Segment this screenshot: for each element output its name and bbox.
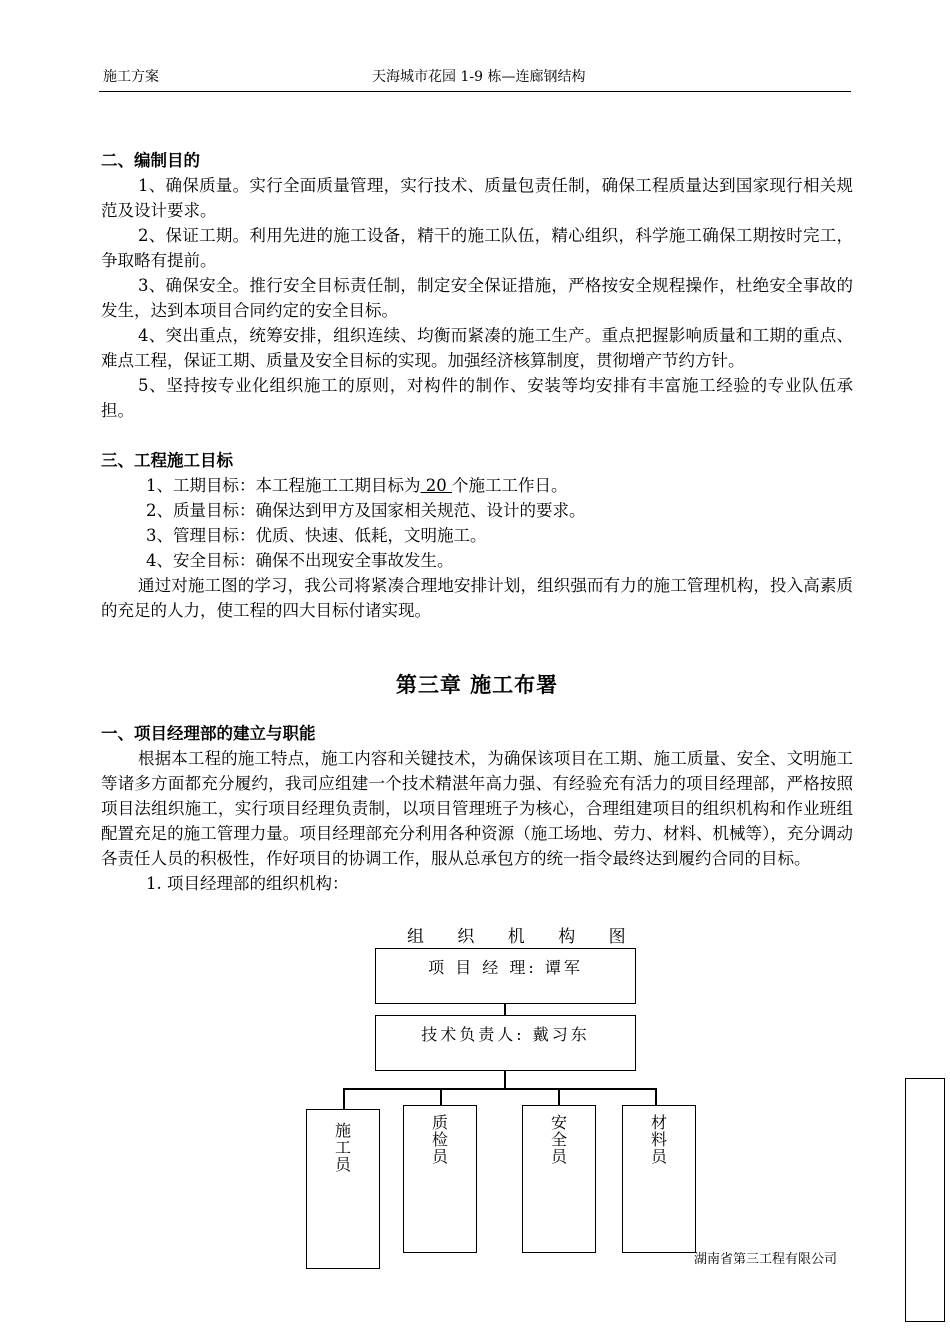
subsection-heading: 一、项目经理部的建立与职能 (101, 724, 316, 743)
chapter-title: 第三章 施工布署 (395, 673, 559, 697)
header-title: 天海城市花园 1-9 栋—连廊钢结构 (372, 69, 586, 85)
section-heading-purpose: 二、编制目的 (101, 151, 200, 170)
org-chart-title: 组 织 机 构 图 (407, 927, 640, 947)
purpose-item: 5、坚持按专业化组织施工的原则，对构件的制作、安装等均安排有丰富施工经验的专业队伍承担。 (101, 376, 853, 420)
goal-safety: 4、安全目标：确保不出现安全事故发生。 (146, 551, 454, 570)
staff-label: 安全员 (551, 1113, 568, 1166)
project-manager-box (375, 948, 636, 1004)
staff-box-materials (622, 1105, 696, 1253)
document-body (101, 148, 853, 896)
purpose-item: 1、确保质量。实行全面质量管理，实行技术、质量包责任制，确保工程质量达到国家现行相关规范及设计要求。 (101, 176, 853, 220)
connector-line (343, 1088, 345, 1110)
footer-company: 湖南省第三工程有限公司 (694, 1252, 838, 1267)
connector-line (343, 1088, 656, 1090)
purpose-item: 4、突出重点，统筹安排，组织连续、均衡而紧凑的施工生产。重点把握影响质量和工期的重点、难点工程，保证工期、质量及安全目标的实现。加强经济核算制度，贯彻增产节约方针。 (101, 326, 853, 370)
staff-box-safety (522, 1105, 596, 1253)
staff-label: 质检员 (432, 1113, 449, 1166)
goal-schedule-prefix: 1、工期目标：本工程施工工期目标为 (146, 476, 421, 495)
goal-schedule-days: 20 (420, 476, 452, 495)
technical-lead-label: 技术负责人: 戴习东 (421, 1025, 590, 1044)
staff-label: 材料员 (651, 1113, 668, 1166)
section-heading-goals: 三、工程施工目标 (101, 451, 233, 470)
org-structure-item: 1. 项目经理部的组织机构： (146, 874, 349, 893)
goal-quality: 2、质量目标：确保达到甲方及国家相关规范、设计的要求。 (146, 501, 586, 520)
connector-line (655, 1088, 657, 1106)
technical-lead-box (375, 1015, 636, 1071)
subsection-paragraph: 根据本工程的施工特点，施工内容和关键技术，为确保该项目在工期、施工质量、安全、文明施工等诸多方面都充分履约，我司应组建一个技术精湛年高力强、有经验充有活力的项目经理部，严格按照项目法组织施工，实行项目经理负责制，以项目管理班子为核心，合理组建项目的组织机构和作业班组配置充足的施工管理力量。项目经理部充分利用各种资源（施工场地、劳力、材料、机械等），充分调动各责任人员的积极性，作好项目的协调工作，服从总承包方的统一指令最终达到履约合同的目标。 (101, 749, 853, 868)
connector-line (504, 1070, 506, 1089)
staff-label: 施工员 (335, 1121, 352, 1174)
side-margin-box (905, 1078, 945, 1322)
staff-box-construction (306, 1109, 380, 1269)
project-manager-label: 项 目 经 理: 谭军 (428, 958, 583, 977)
goal-management: 3、管理目标：优质、快速、低耗，文明施工。 (146, 526, 487, 545)
header-left: 施工方案 (103, 69, 159, 85)
goal-schedule-suffix: 个施工工作日。 (452, 476, 568, 495)
goal-schedule (101, 473, 853, 498)
connector-line (440, 1088, 442, 1106)
goals-summary: 通过对施工图的学习，我公司将紧凑合理地安排计划，组织强而有力的施工管理机构，投入高素质的充足的人力，使工程的四大目标付诸实现。 (101, 576, 853, 620)
purpose-item: 2、保证工期。利用先进的施工设备，精干的施工队伍，精心组织，科学施工确保工期按时完工，争取略有提前。 (101, 226, 853, 270)
connector-line (558, 1088, 560, 1106)
header-rule (99, 91, 851, 92)
staff-box-quality (403, 1105, 477, 1253)
purpose-item: 3、确保安全。推行安全目标责任制，制定安全保证措施，严格按安全规程操作，杜绝安全事故的发生，达到本项目合同约定的安全目标。 (101, 276, 853, 320)
